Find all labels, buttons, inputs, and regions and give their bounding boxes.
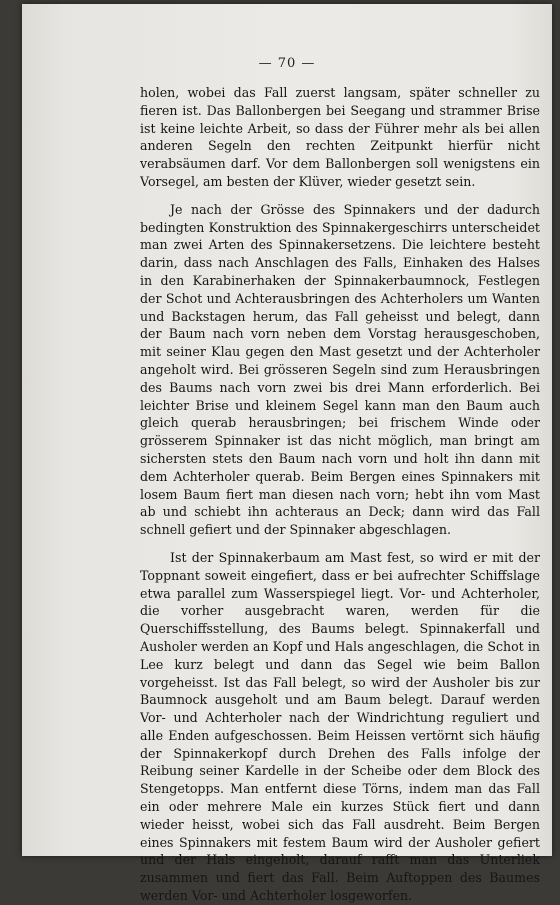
paragraph-3: Ist der Spinnakerbaum am Mast fest, so wird er mit der Toppnant soweit eingefiert, dass er bei aufrechter Schiffslage etwa parallel zum Wasserspiegel liegt. Vor- und Achterholer, die vorher ausgebracht waren, werden für die Querschiffsstellung, des Baums belegt. Spinnakerfall und Ausholer werden an Kopf und Hals angeschlagen, die Schot in Lee kurz belegt und dann das Segel wie beim Ballon vorgeheisst. Ist das Fall belegt, so wird der Ausholer bis zur Baumnock ausgeholt und am Baum belegt. Darauf werden Vor- und Achterholer nach der Windrichtung reguliert und alle Enden aufgeschossen. Beim Heissen vertörnt sich häufig der Spinnakerkopf durch Drehen des Falls infolge der Reibung seiner Kardelle in der Scheibe oder dem Block des Stengetopps. Man entfernt diese Törns, indem man das Fall ein oder mehrere Male ein kurzes Stück fiert und dann wieder heisst, wobei sich das Fall ausdreht. Beim Bergen eines Spinnakers mit festem Baum wird der Ausholer gefiert und der Hals eingeholt, darauf rafft man das Unterliek zusammen und fiert das Fall. Beim Auftoppen des Baumes werden Vor- und Achterholer losgeworfen. bbox=[140, 549, 540, 904]
body-text bbox=[140, 84, 540, 905]
paragraph-2: Je nach der Grösse des Spinnakers und der dadurch bedingten Konstruktion des Spinnakergeschirrs unterscheidet man zwei Arten des Spinnakersetzens. Die leichtere besteht darin, dass nach Anschlagen des Falls, Einhaken des Halses in den Karabinerhaken der Spinnakerbaumnock, Festlegen der Schot und Achterausbringen des Achterholers um Wanten und Backstagen herum, das Fall geheisst und belegt, dann der Baum nach vorn neben dem Vorstag herausgeschoben, mit seiner Klau gegen den Mast gesetzt und der Achterholer angeholt wird. Bei grösseren Segeln sind zum Herausbringen des Baums nach vorn zwei bis drei Mann erforderlich. Bei leichter Brise und kleinem Segel kann man den Baum auch gleich querab herausbringen; bei frischem Winde oder grösserem Spinnaker ist das nicht möglich, man bringt am sichersten stets den Baum nach vorn und holt ihn dann mit dem Achterholer querab. Beim Bergen eines Spinnakers mit losem Baum fiert man diesen nach vorn; hebt ihn vom Mast ab und schiebt ihn achteraus an Deck; dann wird das Fall schnell gefiert und der Spinnaker abgeschlagen. bbox=[140, 201, 540, 538]
book-page bbox=[22, 4, 552, 904]
paragraph-1: holen, wobei das Fall zuerst langsam, später schneller zu fieren ist. Das Ballonbergen bei Seegang und strammer Brise ist keine leichte Arbeit, so dass der Führer mehr als bei allen anderen Segeln den rechten Zeitpunkt hierfür nicht verabsäumen darf. Vor dem Ballonbergen soll wenigstens ein Vorsegel, am besten der Klüver, wieder gesetzt sein. bbox=[140, 85, 540, 189]
page-number: — 70 — bbox=[258, 56, 316, 71]
